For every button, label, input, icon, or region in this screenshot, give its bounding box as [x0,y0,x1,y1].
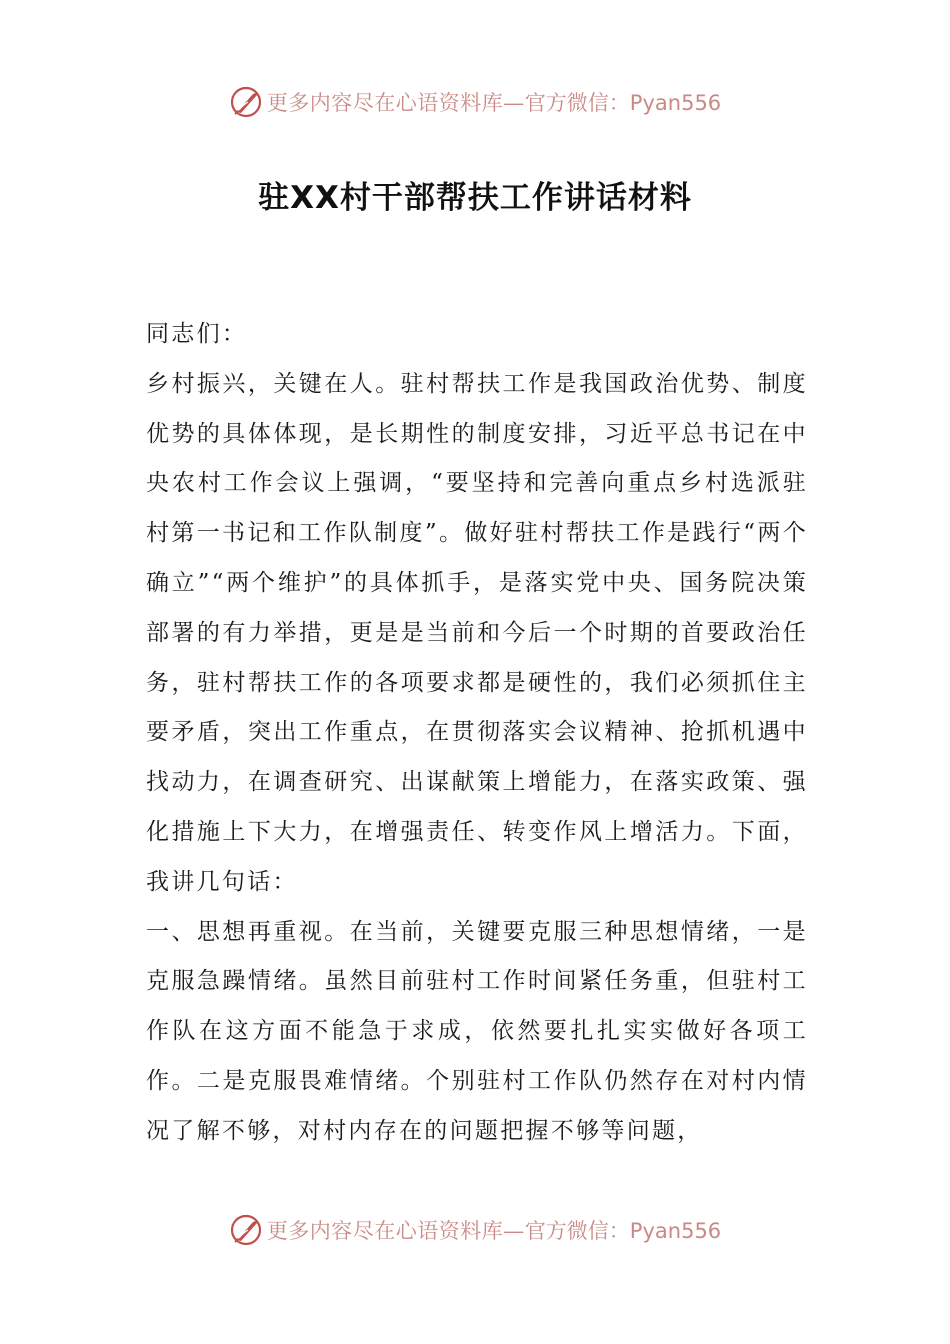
document-title: 驻XX村干部帮扶工作讲话材料 [258,180,692,216]
footer-banner-text: 更多内容尽在心语资料库— [266,1219,525,1243]
footer-watermark-banner [0,1210,950,1250]
footer-banner-wechat: 官方微信：Pyan556 [524,1219,722,1243]
paragraph-2: 一、思想再重视。在当前，关键要克服三种思想情绪，一是克服急躁情绪。虽然目前驻村工作时间紧任务重，但驻村工作队在这方面不能急于求成，依然要扎扎实实做好各项工作。二是克服畏难情绪。个别驻村工作队仍然存在对村内情况了解不够，对村内存在的问题把握不够等问题， [146,918,808,1144]
header-watermark-banner [0,82,950,122]
document-body [146,310,808,1157]
quill-pen-logo-icon [229,85,263,119]
paragraph-1: 乡村振兴，关键在人。驻村帮扶工作是我国政治优势、制度优势的具体体现，是长期性的制度安排，习近平总书记在中央农村工作会议上强调，“要坚持和完善向重点乡村选派驻村第一书记和工作队制度”。做好驻村帮扶工作是践行“两个确立”“两个维护”的具体抓手，是落实党中央、国务院决策部署的有力举措，更是是当前和今后一个时期的首要政治任务，驻村帮扶工作的各项要求都是硬性的，我们必须抓住主要矛盾，突出工作重点，在贯彻落实会议精神、抢抓机遇中找动力，在调查研究、出谋献策上增能力，在落实政策、强化措施上下大力，在增强责任、转变作风上增活力。下面，我讲几句话： [146,370,808,895]
salutation: 同志们： [146,321,248,347]
header-banner-wechat: 官方微信：Pyan556 [524,91,722,115]
header-banner-text: 更多内容尽在心语资料库— [266,91,525,115]
quill-pen-logo-icon [229,1213,263,1247]
